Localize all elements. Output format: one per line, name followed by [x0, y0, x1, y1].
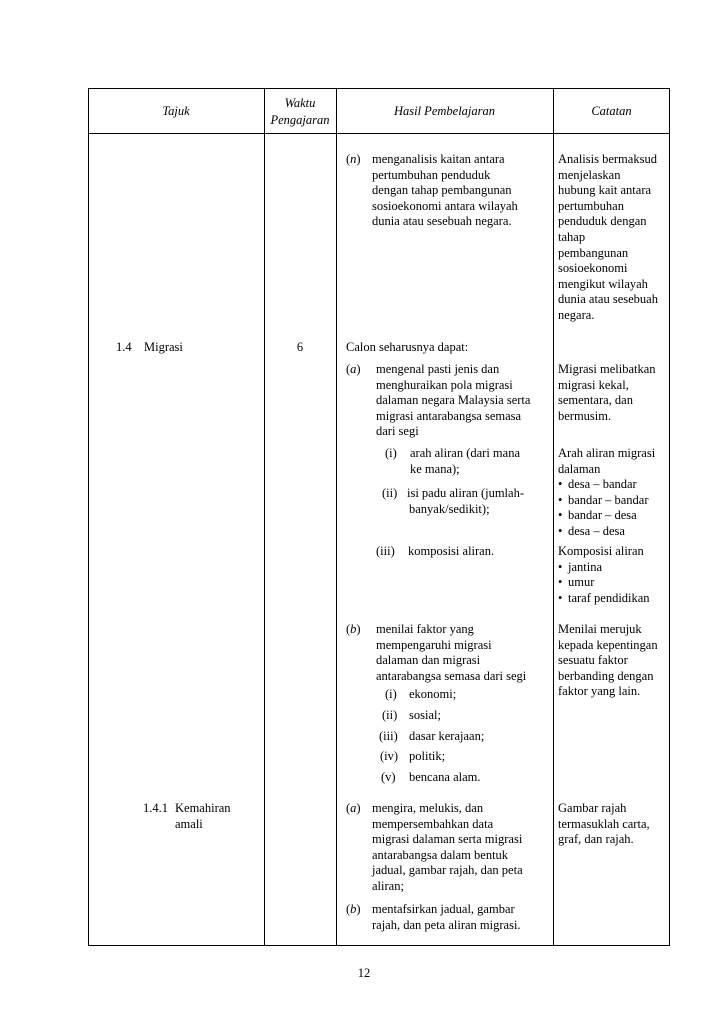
item-label-n: (n) — [346, 152, 361, 166]
sub-a-i-text — [410, 446, 520, 477]
catatan-komposisi — [558, 544, 650, 606]
hasil-b-line: mempengaruhi migrasi — [376, 637, 492, 652]
komposisi-title: Komposisi aliran — [558, 544, 644, 558]
sub-a-iii-number: (iii) — [376, 544, 395, 558]
hasil-a2-line: aliran; — [372, 878, 404, 893]
hasil-n-line: pertumbuhan penduduk — [372, 167, 491, 182]
sub-b-ii-number: (ii) — [382, 708, 398, 722]
item-label-b2: (b) — [346, 902, 361, 916]
hasil-b-line: antarabangsa semasa dari segi — [376, 668, 527, 683]
sub-a-ii-text — [407, 486, 524, 517]
header-waktu-line1: Waktu — [284, 96, 316, 110]
hasil-a — [376, 362, 530, 440]
catatan-n-line: menjelaskan — [558, 167, 621, 182]
topic-title: Migrasi — [144, 340, 183, 354]
catatan-a — [558, 362, 656, 424]
sub-a-ii-line: banyak/sedikit); — [409, 501, 490, 516]
catatan-n-line: dunia atau sesebuah — [558, 292, 658, 307]
catatan-b-line: sesuatu faktor — [558, 653, 628, 668]
catatan-b-line: Menilai merujuk — [558, 622, 642, 636]
item-label-a2: (a) — [346, 801, 361, 815]
hasil-b-line: menilai faktor yang — [376, 622, 474, 636]
sub-b-iv-number: (iv) — [380, 749, 399, 763]
hasil-n-line: sosioekonomi antara wilayah — [372, 198, 518, 213]
hasil-a2-line: antarabangsa dalam bentuk — [372, 847, 509, 862]
komposisi-bullet: • umur — [558, 575, 650, 591]
topic-hours: 6 — [296, 340, 304, 354]
sub-b-v-number: (v) — [381, 770, 396, 784]
arah-title-line: dalaman — [558, 461, 601, 476]
hasil-a2-line: mengira, melukis, dan — [372, 801, 484, 815]
catatan-n — [558, 152, 658, 324]
hasil-n-line: dunia atau sesebuah negara. — [372, 214, 512, 229]
sub-a-i-number: (i) — [385, 446, 397, 460]
hasil-a-line: menghuraikan pola migrasi — [376, 377, 513, 392]
catatan-arah-aliran — [558, 446, 655, 540]
column-divider-2 — [336, 88, 337, 946]
hasil-a2-line: migrasi dalaman serta migrasi — [372, 832, 523, 847]
sub-b-iv-text: politik; — [409, 749, 446, 763]
hasil-b-line: dalaman dan migrasi — [376, 653, 481, 668]
hasil-b — [376, 622, 526, 684]
hasil-n — [372, 152, 518, 230]
hasil-a-line: migrasi antarabangsa semasa — [376, 408, 522, 423]
header-divider — [88, 133, 670, 134]
catatan-a2-line: termasuklah carta, — [558, 816, 650, 831]
catatan-b-line: kepada kepentingan — [558, 637, 658, 652]
catatan-a-line: Migrasi melibatkan — [558, 362, 656, 376]
hasil-n-line: menganalisis kaitan antara — [372, 152, 505, 166]
catatan-a-line: migrasi kekal, — [558, 377, 629, 392]
catatan-n-line: pembangunan — [558, 245, 629, 260]
sub-a-i-line: ke mana); — [410, 461, 460, 476]
catatan-b-line: faktor yang lain. — [558, 684, 641, 699]
header-tajuk: Tajuk — [162, 104, 190, 118]
hasil-b2 — [372, 902, 521, 933]
catatan-a2 — [558, 801, 650, 848]
header-catatan: Catatan — [591, 104, 632, 118]
catatan-n-line: tahap — [558, 229, 586, 244]
subtopic-number: 1.4.1 — [143, 801, 168, 815]
item-label-a: (a) — [346, 362, 361, 376]
sub-a-ii-line: isi padu aliran (jumlah- — [407, 486, 524, 500]
page-number: 12 — [357, 966, 371, 980]
hasil-b2-line: rajah, dan peta aliran migrasi. — [372, 917, 521, 932]
sub-a-i-line: arah aliran (dari mana — [410, 446, 521, 460]
topic-number: 1.4 — [116, 340, 132, 354]
arah-bullet: • bandar – desa — [558, 508, 655, 524]
hasil-a-line: dari segi — [376, 424, 419, 439]
column-divider-1 — [264, 88, 265, 946]
column-divider-3 — [553, 88, 554, 946]
sub-b-iii-number: (iii) — [379, 729, 398, 743]
subtopic-title-line2: amali — [175, 817, 203, 831]
arah-title-line: Arah aliran migrasi — [558, 446, 656, 460]
komposisi-bullet: • taraf pendidikan — [558, 591, 650, 607]
catatan-n-line: sosioekonomi — [558, 261, 628, 276]
sub-a-ii-number: (ii) — [382, 486, 398, 500]
komposisi-bullet: • jantina — [558, 560, 650, 576]
arah-bullet: • desa – desa — [558, 524, 655, 540]
catatan-n-line: negara. — [558, 307, 595, 322]
catatan-n-line: mengikut wilayah — [558, 276, 648, 291]
topic-intro: Calon seharusnya dapat: — [346, 340, 469, 354]
header-hasil-pembelajaran: Hasil Pembelajaran — [393, 104, 496, 118]
hasil-a-line: dalaman negara Malaysia serta — [376, 393, 531, 408]
sub-b-i-number: (i) — [385, 687, 397, 701]
subtopic-title-line1: Kemahiran — [175, 801, 231, 815]
catatan-n-line: Analisis bermaksud — [558, 152, 657, 166]
header-waktu-line2: Pengajaran — [270, 113, 330, 127]
sub-b-i-text: ekonomi; — [409, 687, 457, 701]
hasil-b2-line: mentafsirkan jadual, gambar — [372, 902, 515, 916]
catatan-b-line: berbanding dengan — [558, 668, 654, 683]
catatan-n-line: pertumbuhan — [558, 198, 624, 213]
catatan-n-line: hubung kait antara — [558, 183, 652, 198]
hasil-a2-line: mempersembahkan data — [372, 816, 494, 831]
sub-b-ii-text: sosial; — [409, 708, 441, 722]
arah-bullet: • desa – bandar — [558, 477, 655, 493]
catatan-b — [558, 622, 658, 700]
hasil-a-line: mengenal pasti jenis dan — [376, 362, 500, 376]
sub-a-iii-text: komposisi aliran. — [408, 544, 495, 558]
item-label-b: (b) — [346, 622, 361, 636]
hasil-n-line: dengan tahap pembangunan — [372, 183, 512, 198]
catatan-a2-line: Gambar rajah — [558, 801, 627, 815]
hasil-a2 — [372, 801, 523, 895]
catatan-a2-line: graf, dan rajah. — [558, 832, 634, 847]
sub-b-iii-text: dasar kerajaan; — [409, 729, 485, 743]
sub-b-v-text: bencana alam. — [409, 770, 481, 784]
catatan-a-line: sementara, dan — [558, 393, 633, 408]
hasil-a2-line: jadual, gambar rajah, dan peta — [372, 863, 523, 878]
arah-bullet: • bandar – bandar — [558, 493, 655, 509]
catatan-n-line: penduduk dengan — [558, 214, 647, 229]
catatan-a-line: bermusim. — [558, 408, 612, 423]
